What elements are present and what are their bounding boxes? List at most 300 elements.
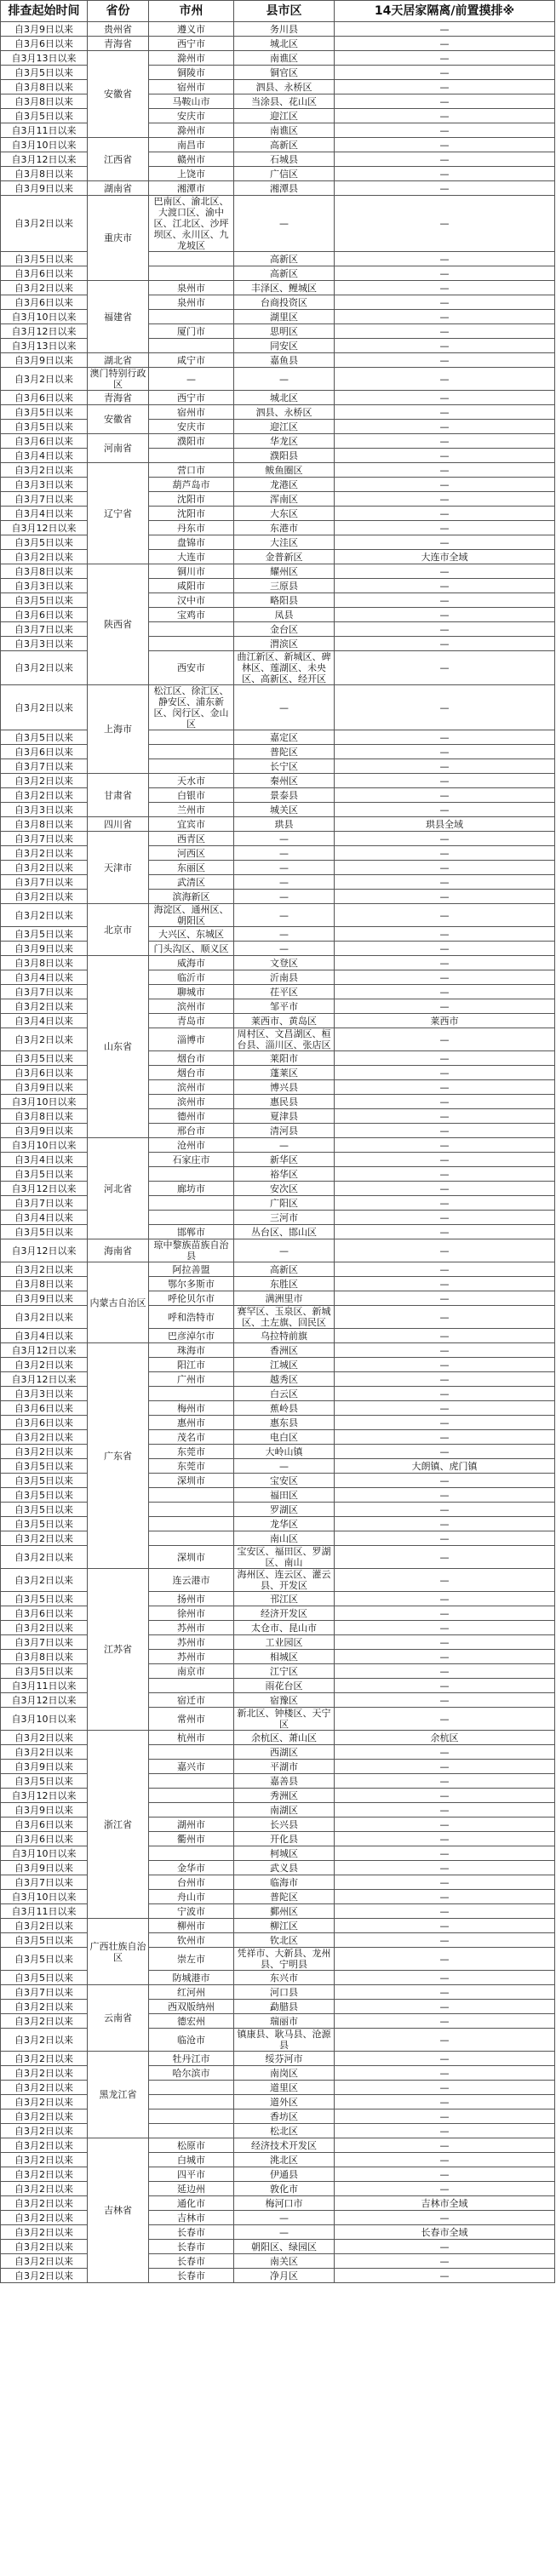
- cell-start-time: 自3月3日以来: [1, 579, 88, 593]
- cell-city: 松江区、徐汇区、静安区、浦东新区、闵行区、金山区: [149, 685, 234, 730]
- cell-quarantine: —: [335, 564, 555, 579]
- cell-city: 长春市: [149, 2240, 234, 2254]
- cell-city: 丹东市: [149, 521, 234, 535]
- cell-city: 苏州市: [149, 1621, 234, 1635]
- cell-county: —: [234, 832, 335, 846]
- table-row: [1, 252, 555, 266]
- cell-city: 西宁市: [149, 37, 234, 51]
- cell-quarantine: —: [335, 745, 555, 759]
- table-row: [1, 1693, 555, 1708]
- cell-county: 秦州区: [234, 774, 335, 788]
- cell-city: 崇左市: [149, 1948, 234, 1971]
- cell-province: 吉林省: [88, 2138, 149, 2283]
- cell-start-time: 自3月2日以来: [1, 1569, 88, 1592]
- cell-quarantine: —: [335, 1760, 555, 1774]
- cell-county: 濮阳县: [234, 449, 335, 463]
- cell-county: 清河县: [234, 1124, 335, 1138]
- cell-province: 海南省: [88, 1239, 149, 1262]
- cell-county: —: [234, 890, 335, 904]
- cell-province: 贵州省: [88, 22, 149, 37]
- cell-city: 四平市: [149, 2167, 234, 2182]
- table-row: [1, 295, 555, 310]
- cell-county: —: [234, 875, 335, 890]
- cell-province: 陕西省: [88, 564, 149, 685]
- cell-county: 景泰县: [234, 788, 335, 803]
- table-row: [1, 1124, 555, 1138]
- table-row: [1, 1846, 555, 1861]
- cell-city: 西宁市: [149, 391, 234, 405]
- cell-county: 台商投资区: [234, 295, 335, 310]
- cell-city: 琼中黎族苗族自治县: [149, 1239, 234, 1262]
- cell-start-time: 自3月2日以来: [1, 2182, 88, 2196]
- table-row: [1, 1080, 555, 1095]
- cell-county: —: [234, 2225, 335, 2240]
- table-row: [1, 1503, 555, 1517]
- cell-city: 钦州市: [149, 1933, 234, 1948]
- cell-county: 白云区: [234, 1387, 335, 1401]
- cell-county: 城北区: [234, 391, 335, 405]
- cell-quarantine: —: [335, 2138, 555, 2153]
- cell-start-time: 自3月2日以来: [1, 368, 88, 391]
- cell-city: [149, 310, 234, 324]
- cell-city: [149, 2095, 234, 2109]
- cell-quarantine: —: [335, 999, 555, 1014]
- cell-county: 三河市: [234, 1211, 335, 1225]
- cell-county: 博兴县: [234, 1080, 335, 1095]
- cell-start-time: 自3月6日以来: [1, 1401, 88, 1416]
- cell-quarantine: —: [335, 152, 555, 167]
- table-row: [1, 2240, 555, 2254]
- cell-start-time: 自3月10日以来: [1, 1708, 88, 1731]
- table-row: [1, 1933, 555, 1948]
- cell-city: [149, 1803, 234, 1818]
- cell-county: 普陀区: [234, 745, 335, 759]
- cell-city: 宿州市: [149, 405, 234, 420]
- cell-start-time: 自3月7日以来: [1, 875, 88, 890]
- table-row: [1, 579, 555, 593]
- table-row: [1, 942, 555, 956]
- table-row: [1, 846, 555, 861]
- table-row: [1, 2066, 555, 2081]
- cell-city: 鄂尔多斯市: [149, 1277, 234, 1291]
- table-row: [1, 434, 555, 449]
- cell-county: 相城区: [234, 1650, 335, 1664]
- cell-city: 阿拉善盟: [149, 1262, 234, 1277]
- cell-start-time: 自3月12日以来: [1, 324, 88, 339]
- cell-start-time: 自3月8日以来: [1, 1109, 88, 1124]
- cell-city: 南昌市: [149, 138, 234, 152]
- table-row: [1, 622, 555, 637]
- cell-quarantine: —: [335, 622, 555, 637]
- cell-county: 三原县: [234, 579, 335, 593]
- table-row: [1, 1329, 555, 1343]
- cell-county: 广信区: [234, 167, 335, 181]
- cell-start-time: 自3月7日以来: [1, 492, 88, 507]
- cell-city: 茂名市: [149, 1430, 234, 1445]
- cell-county: 高新区: [234, 1262, 335, 1277]
- table-row: [1, 788, 555, 803]
- cell-start-time: 自3月5日以来: [1, 535, 88, 550]
- cell-city: 白银市: [149, 788, 234, 803]
- cell-city: 南京市: [149, 1664, 234, 1679]
- table-row: [1, 730, 555, 745]
- cell-start-time: 自3月5日以来: [1, 1592, 88, 1606]
- cell-city: 聊城市: [149, 985, 234, 999]
- cell-city: 宁波市: [149, 1904, 234, 1919]
- table-row: [1, 1153, 555, 1167]
- cell-start-time: 自3月2日以来: [1, 2240, 88, 2254]
- cell-start-time: 自3月6日以来: [1, 295, 88, 310]
- cell-county: 广阳区: [234, 1196, 335, 1211]
- cell-county: 工业园区: [234, 1635, 335, 1650]
- table-row: [1, 1635, 555, 1650]
- cell-start-time: 自3月5日以来: [1, 1664, 88, 1679]
- cell-quarantine: —: [335, 1167, 555, 1182]
- cell-county: 电白区: [234, 1430, 335, 1445]
- cell-county: 当涂县、花山区: [234, 94, 335, 109]
- table-row: [1, 2052, 555, 2066]
- table-row: [1, 1760, 555, 1774]
- cell-quarantine: —: [335, 1225, 555, 1239]
- cell-county: 海州区、连云区、灌云县、开发区: [234, 1569, 335, 1592]
- table-row: [1, 550, 555, 564]
- table-row: [1, 66, 555, 80]
- cell-city: 淄博市: [149, 1028, 234, 1051]
- table-row: [1, 1445, 555, 1459]
- cell-county: 武义县: [234, 1861, 335, 1875]
- cell-county: 耀州区: [234, 564, 335, 579]
- cell-city: [149, 1789, 234, 1803]
- cell-start-time: 自3月5日以来: [1, 420, 88, 434]
- cell-quarantine: —: [335, 281, 555, 295]
- cell-start-time: 自3月9日以来: [1, 353, 88, 368]
- cell-quarantine: —: [335, 2167, 555, 2182]
- cell-county: 长宁区: [234, 759, 335, 774]
- cell-county: —: [234, 904, 335, 927]
- cell-start-time: 自3月3日以来: [1, 1387, 88, 1401]
- cell-county: 湖里区: [234, 310, 335, 324]
- table-row: [1, 1358, 555, 1372]
- cell-county: 城北区: [234, 37, 335, 51]
- cell-city: 沈阳市: [149, 507, 234, 521]
- table-row: [1, 1803, 555, 1818]
- table-row: [1, 391, 555, 405]
- cell-county: 道里区: [234, 2081, 335, 2095]
- table-row: [1, 1066, 555, 1080]
- table-row: [1, 2182, 555, 2196]
- cell-quarantine: —: [335, 637, 555, 651]
- cell-city: 呼和浩特市: [149, 1306, 234, 1329]
- table-row: [1, 1904, 555, 1919]
- cell-start-time: 自3月7日以来: [1, 1875, 88, 1890]
- cell-quarantine: —: [335, 1095, 555, 1109]
- table-row: [1, 1774, 555, 1789]
- cell-city: [149, 1196, 234, 1211]
- cell-start-time: 自3月2日以来: [1, 196, 88, 252]
- cell-quarantine: —: [335, 730, 555, 745]
- table-row: [1, 492, 555, 507]
- cell-quarantine: —: [335, 942, 555, 956]
- cell-start-time: 自3月12日以来: [1, 521, 88, 535]
- cell-city: 东丽区: [149, 861, 234, 875]
- cell-start-time: 自3月4日以来: [1, 970, 88, 985]
- cell-quarantine: —: [335, 1971, 555, 1985]
- cell-quarantine: —: [335, 94, 555, 109]
- table-row: [1, 1531, 555, 1546]
- cell-start-time: 自3月3日以来: [1, 637, 88, 651]
- cell-county: 大岭山镇: [234, 1445, 335, 1459]
- cell-quarantine: —: [335, 324, 555, 339]
- cell-start-time: 自3月12日以来: [1, 1372, 88, 1387]
- cell-city: 河西区: [149, 846, 234, 861]
- table-row: [1, 37, 555, 51]
- cell-province: 澳门特别行政区: [88, 368, 149, 391]
- cell-county: 城关区: [234, 803, 335, 817]
- cell-quarantine: —: [335, 123, 555, 138]
- table-row: [1, 1592, 555, 1606]
- cell-start-time: 自3月8日以来: [1, 94, 88, 109]
- table-row: [1, 2254, 555, 2269]
- table-row: [1, 167, 555, 181]
- cell-city: 深圳市: [149, 1546, 234, 1569]
- cell-start-time: 自3月6日以来: [1, 1606, 88, 1621]
- cell-start-time: 自3月10日以来: [1, 1095, 88, 1109]
- cell-start-time: 自3月5日以来: [1, 1051, 88, 1066]
- cell-county: 东胜区: [234, 1277, 335, 1291]
- cell-quarantine: 莱西市: [335, 1014, 555, 1028]
- cell-quarantine: —: [335, 167, 555, 181]
- cell-quarantine: —: [335, 449, 555, 463]
- cell-quarantine: —: [335, 1708, 555, 1731]
- cell-quarantine: —: [335, 1517, 555, 1531]
- cell-city: 厦门市: [149, 324, 234, 339]
- cell-province: 青海省: [88, 391, 149, 405]
- cell-city: 威海市: [149, 956, 234, 970]
- cell-quarantine: —: [335, 904, 555, 927]
- cell-province: 山东省: [88, 956, 149, 1138]
- cell-city: 深圳市: [149, 1474, 234, 1488]
- cell-county: 安次区: [234, 1182, 335, 1196]
- cell-start-time: 自3月2日以来: [1, 2269, 88, 2283]
- cell-start-time: 自3月6日以来: [1, 37, 88, 51]
- table-row: [1, 861, 555, 875]
- cell-start-time: 自3月2日以来: [1, 463, 88, 478]
- cell-city: 石家庄市: [149, 1153, 234, 1167]
- cell-city: 杭州市: [149, 1731, 234, 1745]
- table-row: [1, 2211, 555, 2225]
- cell-city: 呼伦贝尔市: [149, 1291, 234, 1306]
- table-row: [1, 904, 555, 927]
- table-row: [1, 1546, 555, 1569]
- cell-start-time: 自3月5日以来: [1, 252, 88, 266]
- cell-start-time: 自3月2日以来: [1, 2124, 88, 2138]
- cell-start-time: 自3月12日以来: [1, 1182, 88, 1196]
- table-row: [1, 138, 555, 152]
- cell-county: 宝安区、福田区、罗湖区、南山: [234, 1546, 335, 1569]
- cell-city: 牡丹江市: [149, 2052, 234, 2066]
- cell-start-time: 自3月2日以来: [1, 904, 88, 927]
- cell-county: —: [234, 927, 335, 942]
- cell-quarantine: —: [335, 1387, 555, 1401]
- cell-quarantine: —: [335, 2095, 555, 2109]
- table-row: [1, 803, 555, 817]
- cell-city: 马鞍山市: [149, 94, 234, 109]
- cell-county: 南关区: [234, 2254, 335, 2269]
- cell-city: 遵义市: [149, 22, 234, 37]
- cell-quarantine: —: [335, 1196, 555, 1211]
- table-row: [1, 1109, 555, 1124]
- cell-city: 葫芦岛市: [149, 478, 234, 492]
- cell-city: 白城市: [149, 2153, 234, 2167]
- cell-county: 略阳县: [234, 593, 335, 608]
- cell-quarantine: —: [335, 1109, 555, 1124]
- cell-start-time: 自3月2日以来: [1, 281, 88, 295]
- table-row: [1, 51, 555, 66]
- cell-city: [149, 1846, 234, 1861]
- cell-province: 广东省: [88, 1343, 149, 1569]
- table-row: [1, 478, 555, 492]
- table-row: [1, 2000, 555, 2014]
- cell-county: 宿豫区: [234, 1693, 335, 1708]
- cell-province: 浙江省: [88, 1731, 149, 1919]
- cell-county: —: [234, 942, 335, 956]
- cell-quarantine: —: [335, 2109, 555, 2124]
- table-row: [1, 927, 555, 942]
- cell-city: 西安市: [149, 651, 234, 685]
- table-row: [1, 999, 555, 1014]
- cell-county: 福田区: [234, 1488, 335, 1503]
- table-row: [1, 1517, 555, 1531]
- table-row: [1, 1167, 555, 1182]
- cell-start-time: 自3月4日以来: [1, 507, 88, 521]
- table-row: [1, 521, 555, 535]
- cell-quarantine: 长春市全域: [335, 2225, 555, 2240]
- cell-quarantine: —: [335, 478, 555, 492]
- table-row: [1, 1919, 555, 1933]
- cell-quarantine: —: [335, 1606, 555, 1621]
- cell-quarantine: —: [335, 2066, 555, 2081]
- table-row: [1, 1277, 555, 1291]
- table-row: [1, 1861, 555, 1875]
- cell-start-time: 自3月7日以来: [1, 832, 88, 846]
- cell-city: [149, 266, 234, 281]
- cell-quarantine: —: [335, 37, 555, 51]
- table-row: [1, 353, 555, 368]
- cell-quarantine: —: [335, 339, 555, 353]
- cell-county: 金普新区: [234, 550, 335, 564]
- cell-city: 临沧市: [149, 2029, 234, 2052]
- cell-quarantine: —: [335, 1919, 555, 1933]
- cell-start-time: 自3月11日以来: [1, 1904, 88, 1919]
- cell-start-time: 自3月5日以来: [1, 109, 88, 123]
- table-row: [1, 1948, 555, 1971]
- cell-start-time: 自3月2日以来: [1, 2014, 88, 2029]
- cell-start-time: 自3月2日以来: [1, 890, 88, 904]
- cell-quarantine: —: [335, 759, 555, 774]
- cell-city: 广州市: [149, 1372, 234, 1387]
- table-row: [1, 1459, 555, 1474]
- cell-city: 营口市: [149, 463, 234, 478]
- cell-province: 广西壮族自治区: [88, 1919, 149, 1985]
- cell-quarantine: —: [335, 196, 555, 252]
- cell-start-time: 自3月11日以来: [1, 1679, 88, 1693]
- cell-county: 净月区: [234, 2269, 335, 2283]
- cell-quarantine: —: [335, 1474, 555, 1488]
- cell-county: 思明区: [234, 324, 335, 339]
- cell-city: 滁州市: [149, 51, 234, 66]
- cell-quarantine: —: [335, 1861, 555, 1875]
- cell-quarantine: —: [335, 1182, 555, 1196]
- cell-city: [149, 1387, 234, 1401]
- cell-county: 嘉定区: [234, 730, 335, 745]
- cell-city: [149, 2081, 234, 2095]
- table-row: [1, 1401, 555, 1416]
- cell-quarantine: —: [335, 295, 555, 310]
- cell-county: 嘉鱼县: [234, 353, 335, 368]
- table-row: [1, 593, 555, 608]
- cell-start-time: 自3月6日以来: [1, 266, 88, 281]
- cell-city: 海淀区、通州区、朝阳区: [149, 904, 234, 927]
- table-row: [1, 745, 555, 759]
- cell-county: 蕉岭县: [234, 1401, 335, 1416]
- cell-start-time: 自3月3日以来: [1, 478, 88, 492]
- table-row: [1, 875, 555, 890]
- cell-county: —: [234, 1239, 335, 1262]
- cell-province: 江西省: [88, 138, 149, 181]
- cell-county: 河口县: [234, 1985, 335, 2000]
- cell-city: 盘锦市: [149, 535, 234, 550]
- cell-city: 汉中市: [149, 593, 234, 608]
- cell-start-time: 自3月2日以来: [1, 999, 88, 1014]
- table-row: [1, 196, 555, 252]
- cell-quarantine: —: [335, 651, 555, 685]
- cell-county: 丰泽区、鲤城区: [234, 281, 335, 295]
- cell-county: 邹平市: [234, 999, 335, 1014]
- cell-quarantine: —: [335, 1066, 555, 1080]
- cell-start-time: 自3月2日以来: [1, 1745, 88, 1760]
- cell-city: [149, 2109, 234, 2124]
- cell-quarantine: —: [335, 1985, 555, 2000]
- cell-county: 丛台区、邯山区: [234, 1225, 335, 1239]
- cell-start-time: 自3月6日以来: [1, 1832, 88, 1846]
- cell-county: 珙县: [234, 817, 335, 832]
- cell-start-time: 自3月2日以来: [1, 1028, 88, 1051]
- cell-start-time: 自3月12日以来: [1, 1343, 88, 1358]
- cell-province: 天津市: [88, 832, 149, 904]
- cell-start-time: 自3月4日以来: [1, 1211, 88, 1225]
- cell-city: 湘潭市: [149, 181, 234, 196]
- cell-start-time: 自3月7日以来: [1, 759, 88, 774]
- cell-quarantine: —: [335, 2081, 555, 2095]
- cell-start-time: 自3月9日以来: [1, 1861, 88, 1875]
- cell-quarantine: —: [335, 1445, 555, 1459]
- cell-county: —: [234, 861, 335, 875]
- cell-city: 上饶市: [149, 167, 234, 181]
- cell-quarantine: —: [335, 1745, 555, 1760]
- cell-start-time: 自3月2日以来: [1, 1445, 88, 1459]
- cell-start-time: 自3月2日以来: [1, 651, 88, 685]
- table-row: [1, 2029, 555, 2052]
- cell-quarantine: —: [335, 1569, 555, 1592]
- cell-quarantine: —: [335, 861, 555, 875]
- table-row: [1, 80, 555, 94]
- cell-start-time: 自3月5日以来: [1, 1474, 88, 1488]
- cell-county: 朝阳区、绿园区: [234, 2240, 335, 2254]
- cell-quarantine: —: [335, 181, 555, 196]
- cell-city: 德宏州: [149, 2014, 234, 2029]
- cell-province: 安徽省: [88, 51, 149, 138]
- table-row: [1, 1745, 555, 1760]
